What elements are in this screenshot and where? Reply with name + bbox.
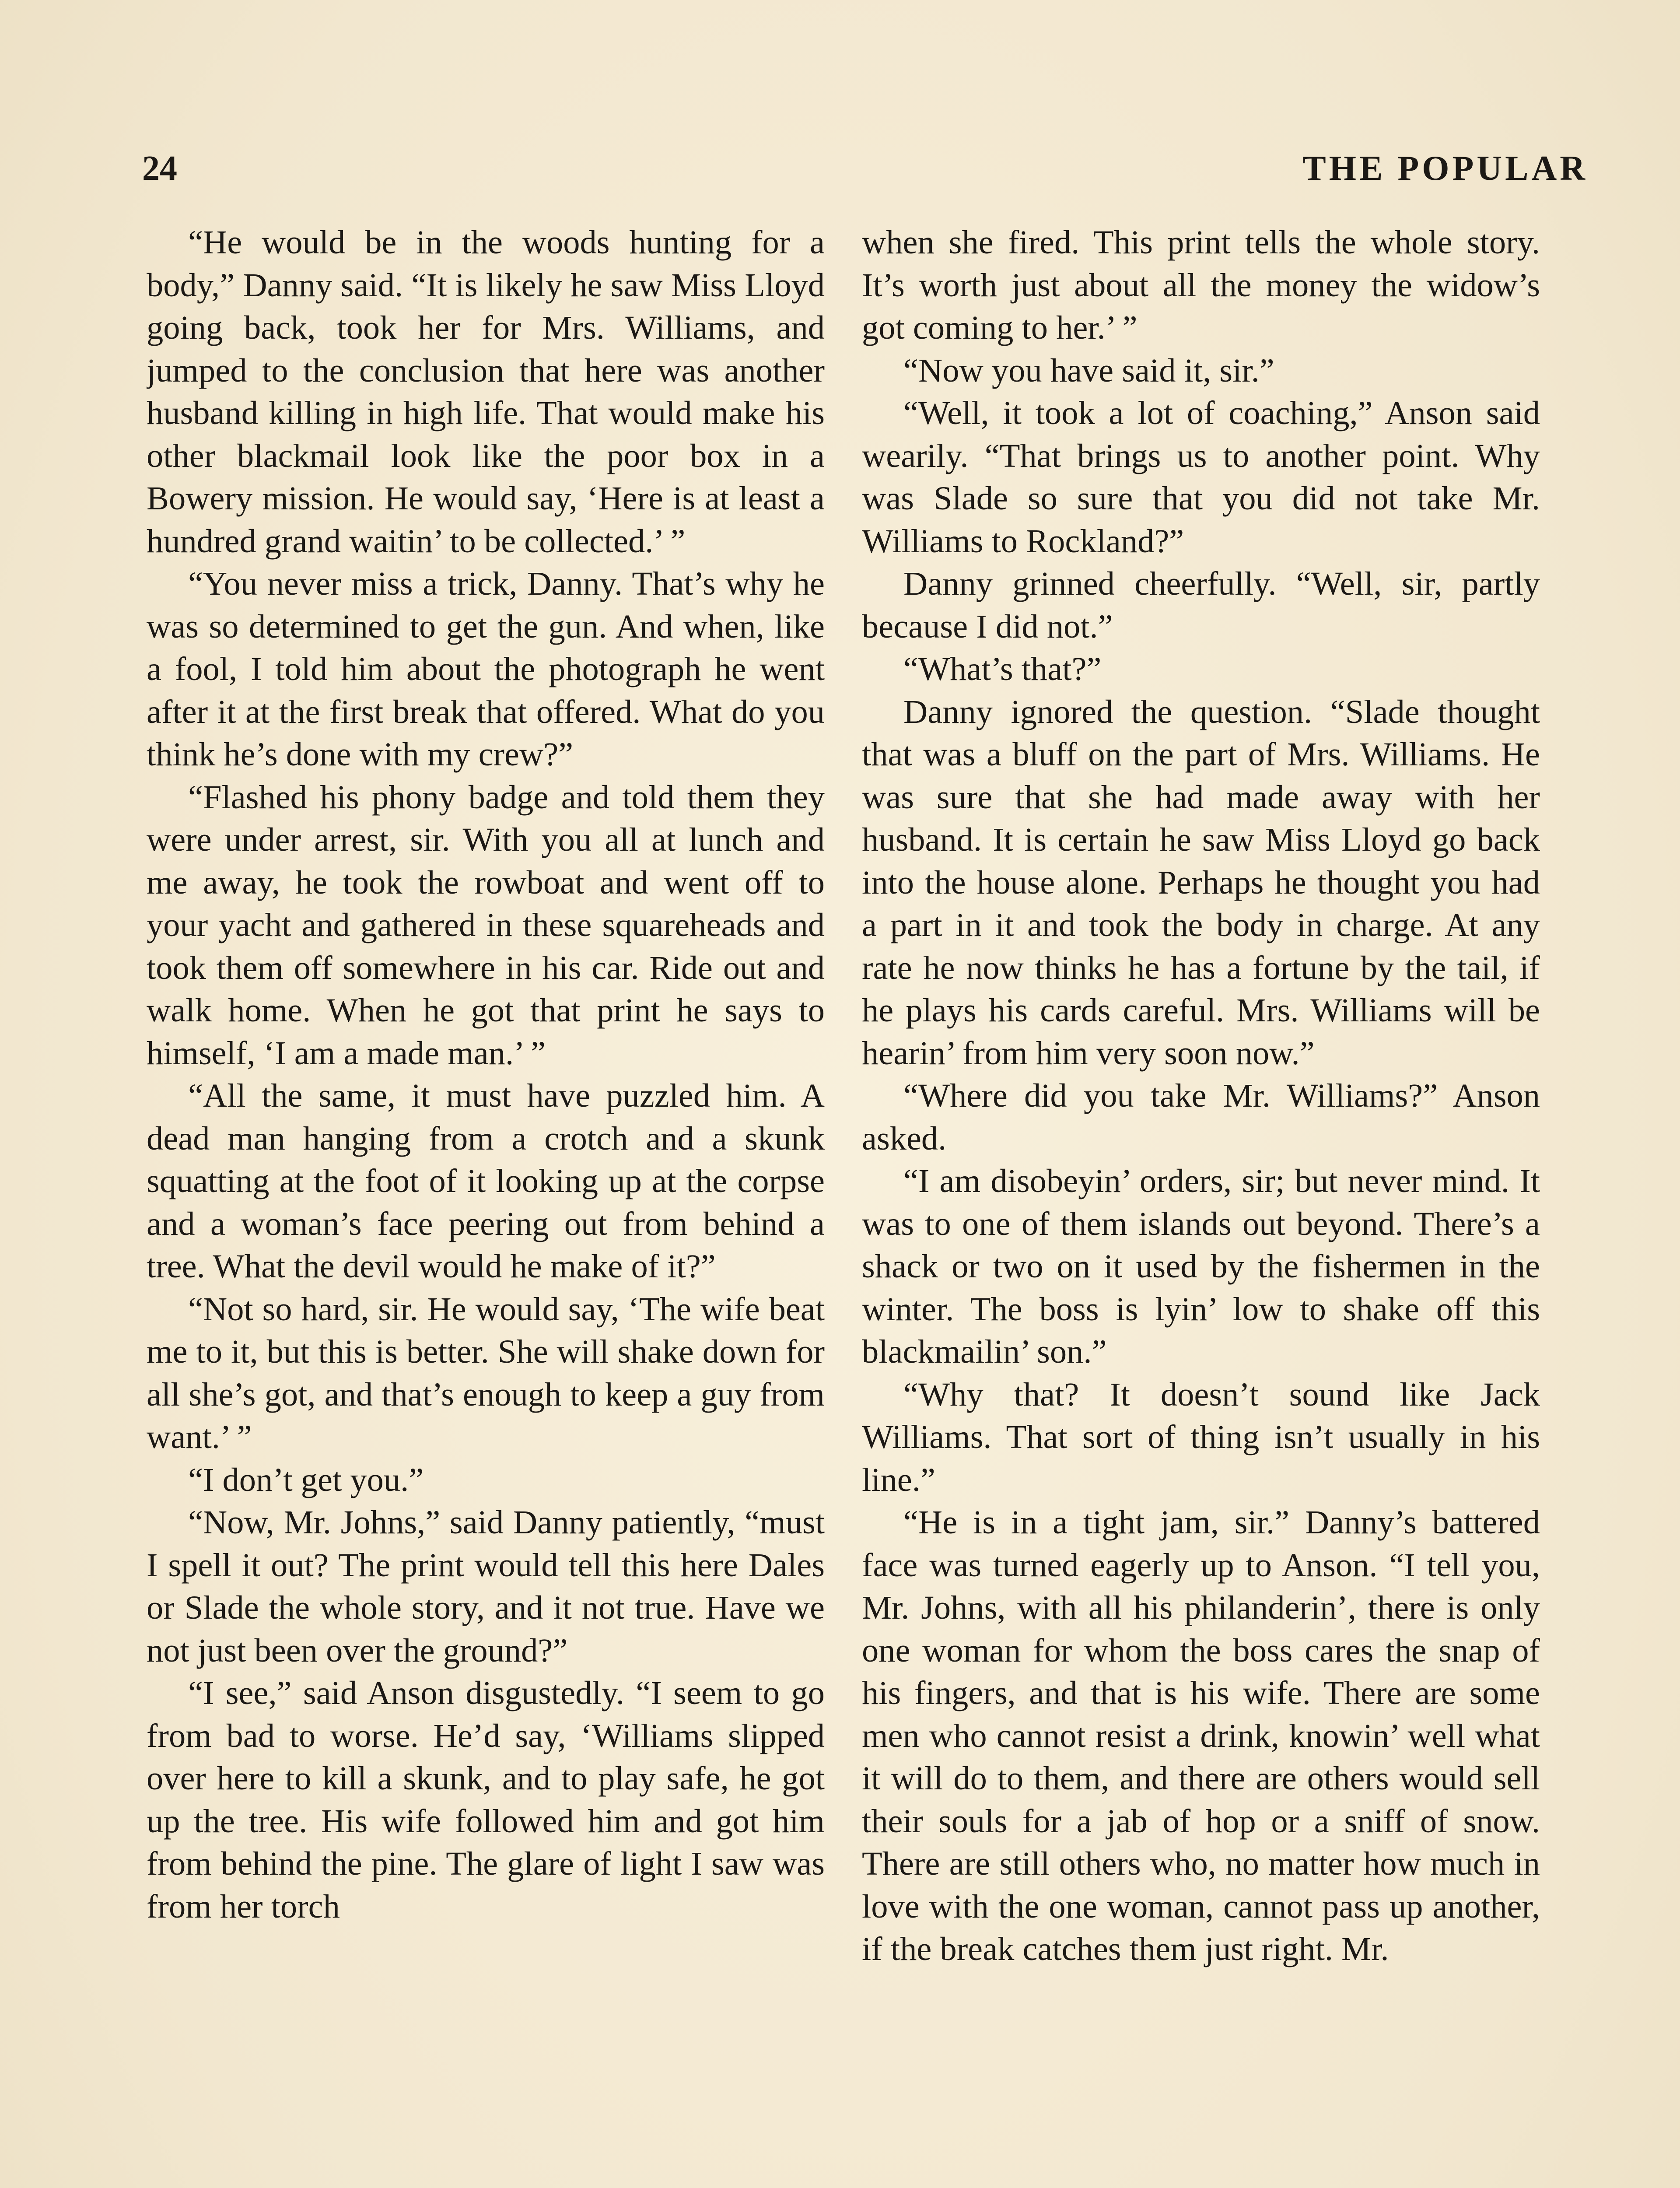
left-column bbox=[147, 221, 825, 2188]
paragraph: “I am disobeyin’ orders, sir; but never mind. It was to one of them islands out beyond. There’s a shack or two on it used by the fishermen in the winter. The boss is lyin’ low to shake off this blackmailin’ son.” bbox=[862, 1162, 1540, 1370]
paragraph: “All the same, it must have puzzled him. A dead man hanging from a crotch and a skunk squatting at the foot of it looking up at the corpse and a woman’s face peering out from behind a tree. What the devil would he make of it?” bbox=[147, 1077, 825, 1285]
paragraph: “Flashed his phony badge and told them they were under arrest, sir. With you all at lunch and me away, he took the rowboat and went off to your yacht and gathered in these squareheads and took them off somewhere in his car. Ride out and walk home. When he got that print he says to himself, ‘I am a made man.’ ” bbox=[147, 778, 825, 1072]
paragraph: “Where did you take Mr. Williams?” Anson asked. bbox=[862, 1077, 1540, 1157]
paragraph: “Now, Mr. Johns,” said Danny patiently, “must I spell it out? The print would tell this here Dales or Slade the whole story, and it not true. Have we not just been over the ground?” bbox=[147, 1504, 825, 1669]
paragraph: “He would be in the woods hunting for a body,” Danny said. “It is likely he saw Miss Lloyd going back, took her for Mrs. Williams, and jumped to the conclusion that here was another husband killing in high life. That would make his other blackmail look like the poor box in a Bowery mission. He would say, ‘Here is at least a hundred grand waitin’ to be collected.’ ” bbox=[147, 224, 825, 560]
running-head: THE POPULAR bbox=[1302, 149, 1588, 188]
right-column bbox=[862, 221, 1540, 2188]
paragraph: Danny grinned cheerfully. “Well, sir, partly because I did not.” bbox=[862, 565, 1540, 645]
paragraph: “You never miss a trick, Danny. That’s why he was so determined to get the gun. And when, like a fool, I told him about the photograph he went after it at the first break that offered. What do you think he’s done with my crew?” bbox=[147, 565, 825, 773]
paragraph: “He is in a tight jam, sir.” Danny’s battered face was turned eagerly up to Anson. “I tell you, Mr. Johns, with all his philanderin’, there is only one woman for whom the boss cares the snap of his fingers, and that is his wife. There are some men who cannot resist a drink, knowin’ well what it will do to them, and there are others would sell their souls for a jab of hop or a sniff of snow. There are still others who, no matter how much in love with the one woman, cannot pass up another, if the break catches them just right. Mr. bbox=[862, 1504, 1540, 1967]
paragraph: “Now you have said it, sir.” bbox=[903, 351, 1274, 389]
paragraph: “Why that? It doesn’t sound like Jack Williams. That sort of thing isn’t usually in his line.” bbox=[862, 1375, 1540, 1498]
paragraph: “What’s that?” bbox=[903, 650, 1102, 687]
paragraph: “I don’t get you.” bbox=[188, 1461, 424, 1498]
page-number: 24 bbox=[142, 149, 177, 188]
paragraph-continued: when she fired. This print tells the whole story. It’s worth just about all the money the widow’s got coming to her.’ ” bbox=[862, 224, 1540, 346]
page-header bbox=[142, 144, 1588, 193]
paragraph: “Not so hard, sir. He would say, ‘The wife beat me to it, but this is better. She will shake down for all she’s got, and that’s enough to keep a guy from want.’ ” bbox=[147, 1290, 825, 1455]
paragraph: Danny ignored the question. “Slade thought that was a bluff on the part of Mrs. Williams. He was sure that she had made away with her husband. It is certain he saw Miss Lloyd go back into the house alone. Perhaps he thought you had a part in it and took the body in charge. At any rate he now thinks he has a fortune by the tail, if he plays his cards careful. Mrs. Williams will be hearin’ from him very soon now.” bbox=[862, 693, 1540, 1072]
paragraph: “I see,” said Anson disgustedly. “I seem to go from bad to worse. He’d say, ‘Williams slipped over here to kill a skunk, and to play safe, he got up the tree. His wife followed him and got him from behind the pine. The glare of light I saw was from her torch bbox=[147, 1674, 825, 1925]
paragraph: “Well, it took a lot of coaching,” Anson said wearily. “That brings us to another point. Why was Slade so sure that you did not take Mr. Williams to Rockland?” bbox=[862, 394, 1540, 560]
